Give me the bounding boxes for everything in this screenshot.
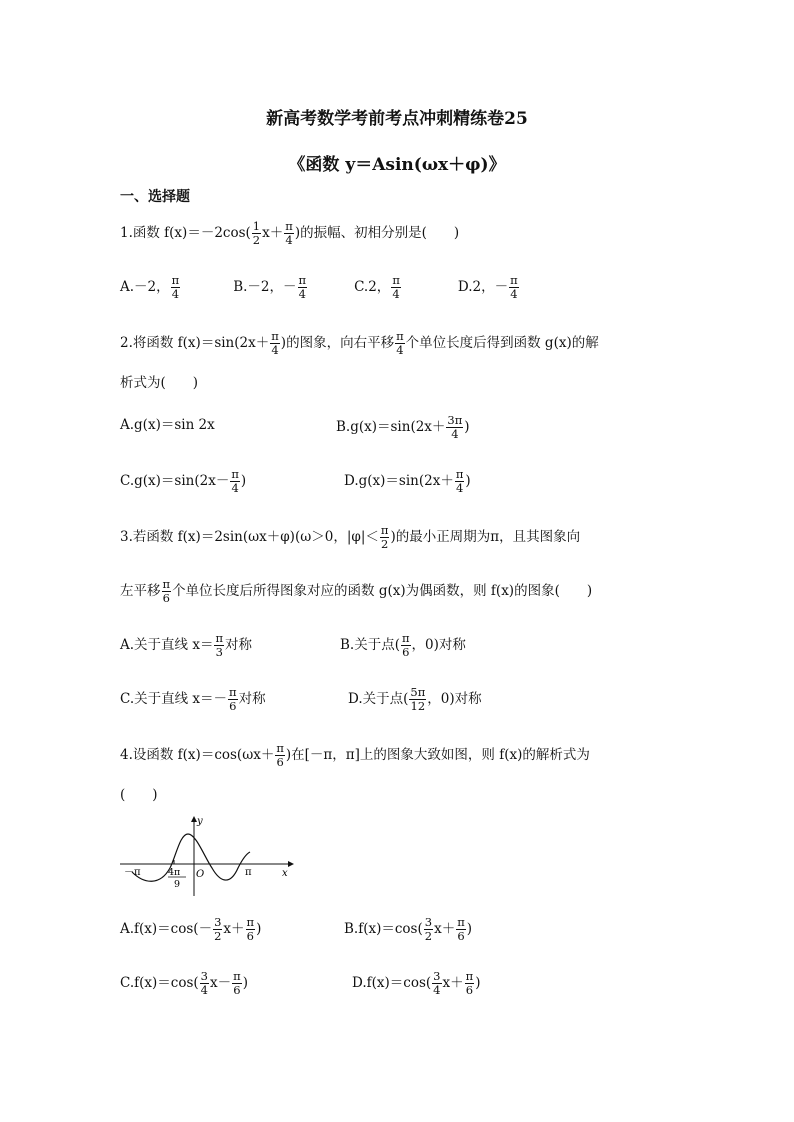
question-1-options [120, 274, 520, 301]
numerator: 3 [433, 969, 441, 983]
option-c [120, 468, 246, 495]
denominator: 4 [392, 287, 400, 301]
numerator: π [271, 329, 279, 343]
text-segment: B.f(x)＝cos( [344, 921, 423, 937]
numerator: π [246, 915, 255, 929]
denominator: 4 [451, 427, 459, 441]
text-segment: 3.若函数 f(x)＝2sin(ωx＋φ)(ω＞0，|φ|＜ [120, 529, 379, 545]
numerator: π [401, 631, 410, 645]
question-4 [120, 742, 590, 769]
numerator: π [215, 631, 224, 645]
text-segment: D.g(x)＝sin(2x＋ [344, 473, 454, 489]
denominator: 6 [233, 983, 241, 997]
numerator: π [457, 915, 465, 929]
page-title: 新高考数学考前考点冲刺精练卷25 [266, 109, 528, 129]
x-axis-label: x [282, 868, 288, 879]
fraction [395, 330, 405, 357]
text-segment: x＋ [223, 921, 245, 937]
text-segment: 左平移 [120, 583, 161, 599]
option-b [344, 916, 472, 943]
option-b [340, 632, 466, 659]
text-segment: ) [475, 975, 481, 991]
text-segment: 个单位长度后所得图象对应的函数 g(x)为偶函数，则 f(x)的图象( ) [172, 583, 593, 599]
text-segment: x＋ [262, 225, 284, 241]
y-axis-label: y [197, 816, 203, 827]
fraction [270, 330, 280, 357]
text-segment: B.关于点( [340, 637, 400, 653]
text-segment: ) [256, 921, 262, 937]
denominator: 6 [457, 929, 465, 943]
denominator: 4 [171, 287, 180, 301]
text-segment: C.g(x)＝sin(2x－ [120, 473, 230, 489]
fraction [162, 578, 172, 605]
text-segment: )在[－π，π]上的图象大致如图，则 f(x)的解析式为 [285, 747, 590, 763]
fraction [391, 274, 401, 301]
numerator: π [276, 741, 284, 755]
fraction [171, 274, 181, 301]
section-heading: 一、选择题 [120, 189, 190, 205]
text-segment: x＋ [434, 921, 456, 937]
fraction [230, 468, 240, 495]
function-graph [118, 812, 298, 898]
option-d [352, 970, 480, 997]
numerator: π [298, 273, 307, 287]
question-3-line-2 [120, 578, 592, 605]
text-segment: )的振幅、初相分别是( ) [294, 225, 460, 241]
denominator: 6 [402, 645, 410, 659]
text-segment: )的图象，向右平移 [280, 335, 395, 351]
option-d [457, 273, 520, 301]
question-4-line-2: ( ) [120, 787, 158, 803]
fraction [446, 414, 463, 441]
fraction [213, 916, 222, 943]
denominator: 2 [424, 929, 433, 943]
text-segment: x－ [210, 975, 232, 991]
option-d [348, 686, 482, 713]
text-segment: C.2， [354, 279, 391, 295]
text-segment: A.f(x)＝cos(－ [120, 921, 213, 937]
numerator: π [392, 273, 400, 287]
text-segment: ) [240, 473, 247, 489]
text-segment: B.－2，－ [233, 279, 297, 295]
text-segment: ) [242, 975, 248, 991]
denominator: 4 [433, 983, 441, 997]
fraction [401, 632, 411, 659]
numerator: π [510, 273, 518, 287]
fraction [200, 970, 209, 997]
text-segment: D.2，－ [457, 279, 509, 295]
fraction [214, 632, 224, 659]
cosine-curve [132, 834, 250, 881]
text-segment: 个单位长度后得到函数 g(x)的解 [405, 335, 599, 351]
text-segment: C.关于直线 x＝－ [120, 691, 228, 707]
denominator: 4 [455, 481, 464, 495]
numerator: π [171, 273, 180, 287]
denominator: 4 [396, 343, 404, 357]
pi-label: π [245, 867, 252, 878]
fraction [424, 916, 433, 943]
numerator: π [229, 685, 237, 699]
denominator: 6 [276, 755, 284, 769]
text-segment: ) [465, 473, 471, 489]
option-a [120, 273, 181, 301]
option-b [233, 273, 308, 301]
question-2 [120, 330, 599, 357]
text-segment: 2.将函数 f(x)＝sin(2x＋ [120, 335, 270, 351]
denominator: 3 [215, 645, 223, 659]
denominator: 6 [246, 929, 254, 943]
fraction [432, 970, 441, 997]
fraction [252, 220, 261, 247]
text-segment: ) [466, 921, 473, 937]
question-1 [120, 220, 459, 247]
text-segment: ，0)对称 [427, 691, 482, 707]
fraction [284, 220, 294, 247]
denominator: 6 [465, 983, 474, 997]
numerator: π [465, 969, 474, 983]
numerator: 3 [200, 969, 208, 983]
fraction [298, 274, 308, 301]
denominator: 2 [380, 537, 389, 551]
numerator: π [162, 577, 171, 591]
option-a [120, 632, 252, 659]
numerator: 1 [252, 219, 261, 233]
numerator: 5π [410, 685, 426, 699]
option-b [336, 414, 470, 441]
text-segment: 对称 [225, 637, 253, 653]
text-segment: 4.设函数 f(x)＝cos(ωx＋ [120, 747, 275, 763]
denominator: 2 [214, 929, 222, 943]
text-segment: )的最小正周期为π，且其图象向 [390, 529, 581, 545]
text-segment: x＋ [442, 975, 464, 991]
fraction [455, 468, 465, 495]
fraction [246, 916, 256, 943]
numerator: π [231, 467, 239, 481]
denominator: 4 [231, 481, 239, 495]
fraction [509, 274, 519, 301]
text-segment: ) [464, 419, 470, 435]
numerator: 3 [214, 915, 222, 929]
denominator: 2 [252, 233, 261, 247]
fraction [380, 524, 390, 551]
text-segment: A.关于直线 x＝ [120, 637, 214, 653]
text-segment: 1.函数 f(x)＝－2cos( [120, 225, 251, 241]
denominator: 4 [298, 287, 306, 301]
text-segment: ，0)对称 [411, 637, 466, 653]
numerator: π [380, 523, 389, 537]
question-3 [120, 524, 580, 551]
text-segment: D.关于点( [348, 691, 409, 707]
text-segment: D.f(x)＝cos( [352, 975, 432, 991]
numerator: π [396, 329, 404, 343]
option-a [120, 916, 261, 943]
numerator: π [233, 969, 241, 983]
option-a: A.g(x)＝sin 2x [120, 417, 215, 433]
page-subtitle: 《函数 y＝Asin(ωx＋φ)》 [288, 155, 506, 175]
numerator: π [455, 467, 464, 481]
option-c [354, 273, 402, 301]
fraction [232, 970, 242, 997]
text-segment: 对称 [238, 691, 266, 707]
denominator: 4 [510, 287, 518, 301]
fraction [409, 686, 426, 713]
tick-label-numerator: 4π [168, 867, 181, 878]
origin-label: O [196, 869, 205, 880]
fraction [456, 916, 466, 943]
denominator: 6 [229, 699, 237, 713]
fraction [465, 970, 475, 997]
numerator: 3π [447, 413, 463, 427]
denominator: 6 [162, 591, 170, 605]
text-segment: C.f(x)＝cos( [120, 975, 199, 991]
option-d [344, 468, 471, 495]
text-segment: A.－2， [120, 279, 170, 295]
tick-label-denominator: 9 [174, 879, 181, 890]
numerator: π [285, 219, 293, 233]
x-axis-arrow [288, 861, 294, 867]
option-c [120, 970, 248, 997]
denominator: 4 [271, 343, 279, 357]
question-2-line-2: 析式为( ) [120, 375, 199, 391]
denominator: 12 [410, 699, 426, 713]
text-segment: B.g(x)＝sin(2x＋ [336, 419, 446, 435]
option-c [120, 686, 266, 713]
numerator: 3 [424, 915, 433, 929]
fraction [228, 686, 238, 713]
denominator: 4 [285, 233, 293, 247]
neg-pi-label: －π [124, 867, 141, 878]
fraction [275, 742, 285, 769]
denominator: 4 [200, 983, 208, 997]
